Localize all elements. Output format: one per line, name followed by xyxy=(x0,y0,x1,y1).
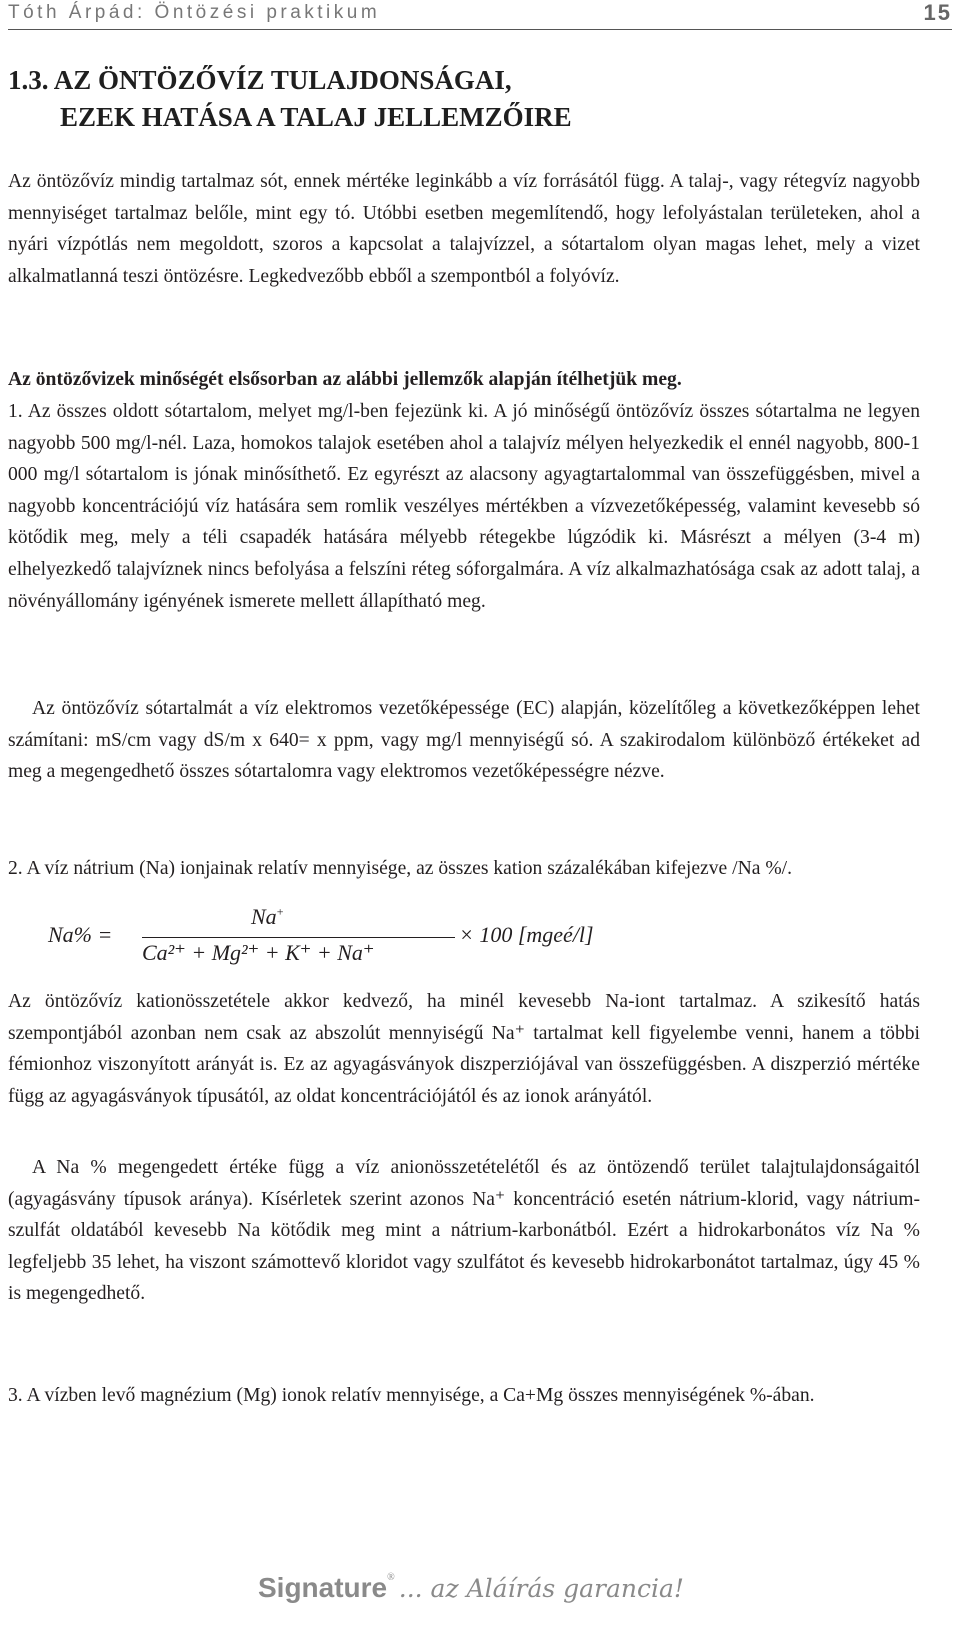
paragraph-sodium: 2. A víz nátrium (Na) ionjainak relatív mennyisége, az összes kation százalékában kifejezve /Na %/. xyxy=(8,858,792,879)
paragraph-na-limit: A Na % megengedett értéke függ a víz anionösszetételétől és az öntözendő terület talajtulajdonságaitól (agyagásvány típusok aránya). Kísérletek szerint azonos Na⁺ koncentráció esetén nátrium-klorid, vagy nátrium-szulfát oldatából kevesebb Na kötődik meg mint a nátrium-karbonátból. Ezért a hidrokarbonátos víz Na % legfeljebb 35 lehet, ha viszont számottevő kloridot vagy szulfátot és kevesebb hidrokarbonátot tartalmaz, úgy 45 % is megengedhető. xyxy=(8,1157,920,1305)
signature-logo: Signature xyxy=(258,1572,388,1603)
paragraph-cation: Az öntözővíz kationösszetétele akkor kedvező, ha minél kevesebb Na-iont tartalmaz. A szikesítő hatás szempontjából azonban nem csak az abszolút mennyiségű Na⁺ tartalmat kell figyelembe venni, hanem a többi fémionhoz viszonyított arányát is. Ez az agyagásványok diszperziójával van összefüggésben. A diszperzió mértéke függ az agyagásványok típusától, az oldat koncentrációjától és az ionok arányától. xyxy=(8,991,920,1107)
section-title xyxy=(8,62,572,136)
page-header xyxy=(8,0,952,30)
paragraph-intro: Az öntözővíz mindig tartalmaz sót, ennek mértéke leginkább a víz forrásától függ. A talaj-, vagy rétegvíz nagyobb mennyiséget tartalmaz belőle, mint egy tó. Utóbbi esetben megemlítendő, hogy lefolyástalan területeken, ahol a nyári vízpótlás nem megoldott, szoros a kapcsolat a talajvízzel, a sótartalom olyan magas lehet, mely a vizet alkalmatlanná teszi öntözésre. Legkedvezőbb ebből a szempontból a folyóvíz. xyxy=(8,171,920,287)
registered-mark: ® xyxy=(387,1572,395,1583)
quality-heading: Az öntözővizek minőségét elsősorban az alábbi jellemzők alapján ítélhetjük meg. xyxy=(8,369,682,390)
paragraph-total-salt: 1. Az összes oldott sótartalom, melyet mg/l-ben fejezünk ki. A jó minőségű öntözővíz összes sótartalma ne legyen nagyobb 500 mg/l-nél. Laza, homokos talajok esetében ahol a talajvíz mélyen helyezkedik el ennél nagyobb, 800-1 000 mg/l sótartalom is jónak minősíthető. Ez egyrészt az alacsony agyagtartalommal van összefüggésben, mivel a nagyobb koncentrációjú víz hatására sem romlik veszélyes mértékben a vízvezetőképesség, valamint kevesebb só kötődik meg, mely a téli csapadék hatására mélyebb rétegekbe lúgzódik ki. Másrészt a mélyen (3-4 m) elhelyezkedő talajvíznek nincs befolyása a felszíni réteg sóforgalmára. A víz alkalmazhatósága csak az adott talaj, a növényállomány igényének ismerete mellett állapítható meg. xyxy=(8,401,920,612)
section-title-line1: 1.3. AZ ÖNTÖZŐVÍZ TULAJDONSÁGAI, xyxy=(8,65,512,95)
formula-multiplier: × 100 [mgeé/l] xyxy=(459,922,594,947)
formula-denominator: Ca²⁺ + Mg²⁺ + K⁺ + Na⁺ xyxy=(142,940,375,965)
formula-lhs: Na% = xyxy=(48,922,113,947)
sodium-percent-formula xyxy=(48,904,608,974)
footer-signature-logo xyxy=(258,1572,684,1612)
running-title: Tóth Árpád: Öntözési praktikum xyxy=(8,2,381,23)
page-number: 15 xyxy=(923,0,952,25)
footer-tagline: ... az Aláírás garancia! xyxy=(398,1574,684,1603)
paragraph-ec: Az öntözővíz sótartalmát a víz elektromos vezetőképessége (EC) alapján, közelítőleg a következőképpen lehet számítani: mS/cm vagy dS/m x 640= x ppm, vagy mg/l mennyiségű só. A szakirodalom különböző értékeket ad meg a megengedhető összes sótartalomra vagy elektromos vezetőképességre nézve. xyxy=(8,698,920,783)
paragraph-magnesium: 3. A vízben levő magnézium (Mg) ionok relatív mennyisége, a Ca+Mg összes mennyiségének %-ában. xyxy=(8,1385,815,1406)
fraction-bar xyxy=(142,937,455,938)
section-title-line2: EZEK HATÁSA A TALAJ JELLEMZŐIRE xyxy=(60,102,572,132)
formula-numerator: Na+ xyxy=(251,904,284,929)
